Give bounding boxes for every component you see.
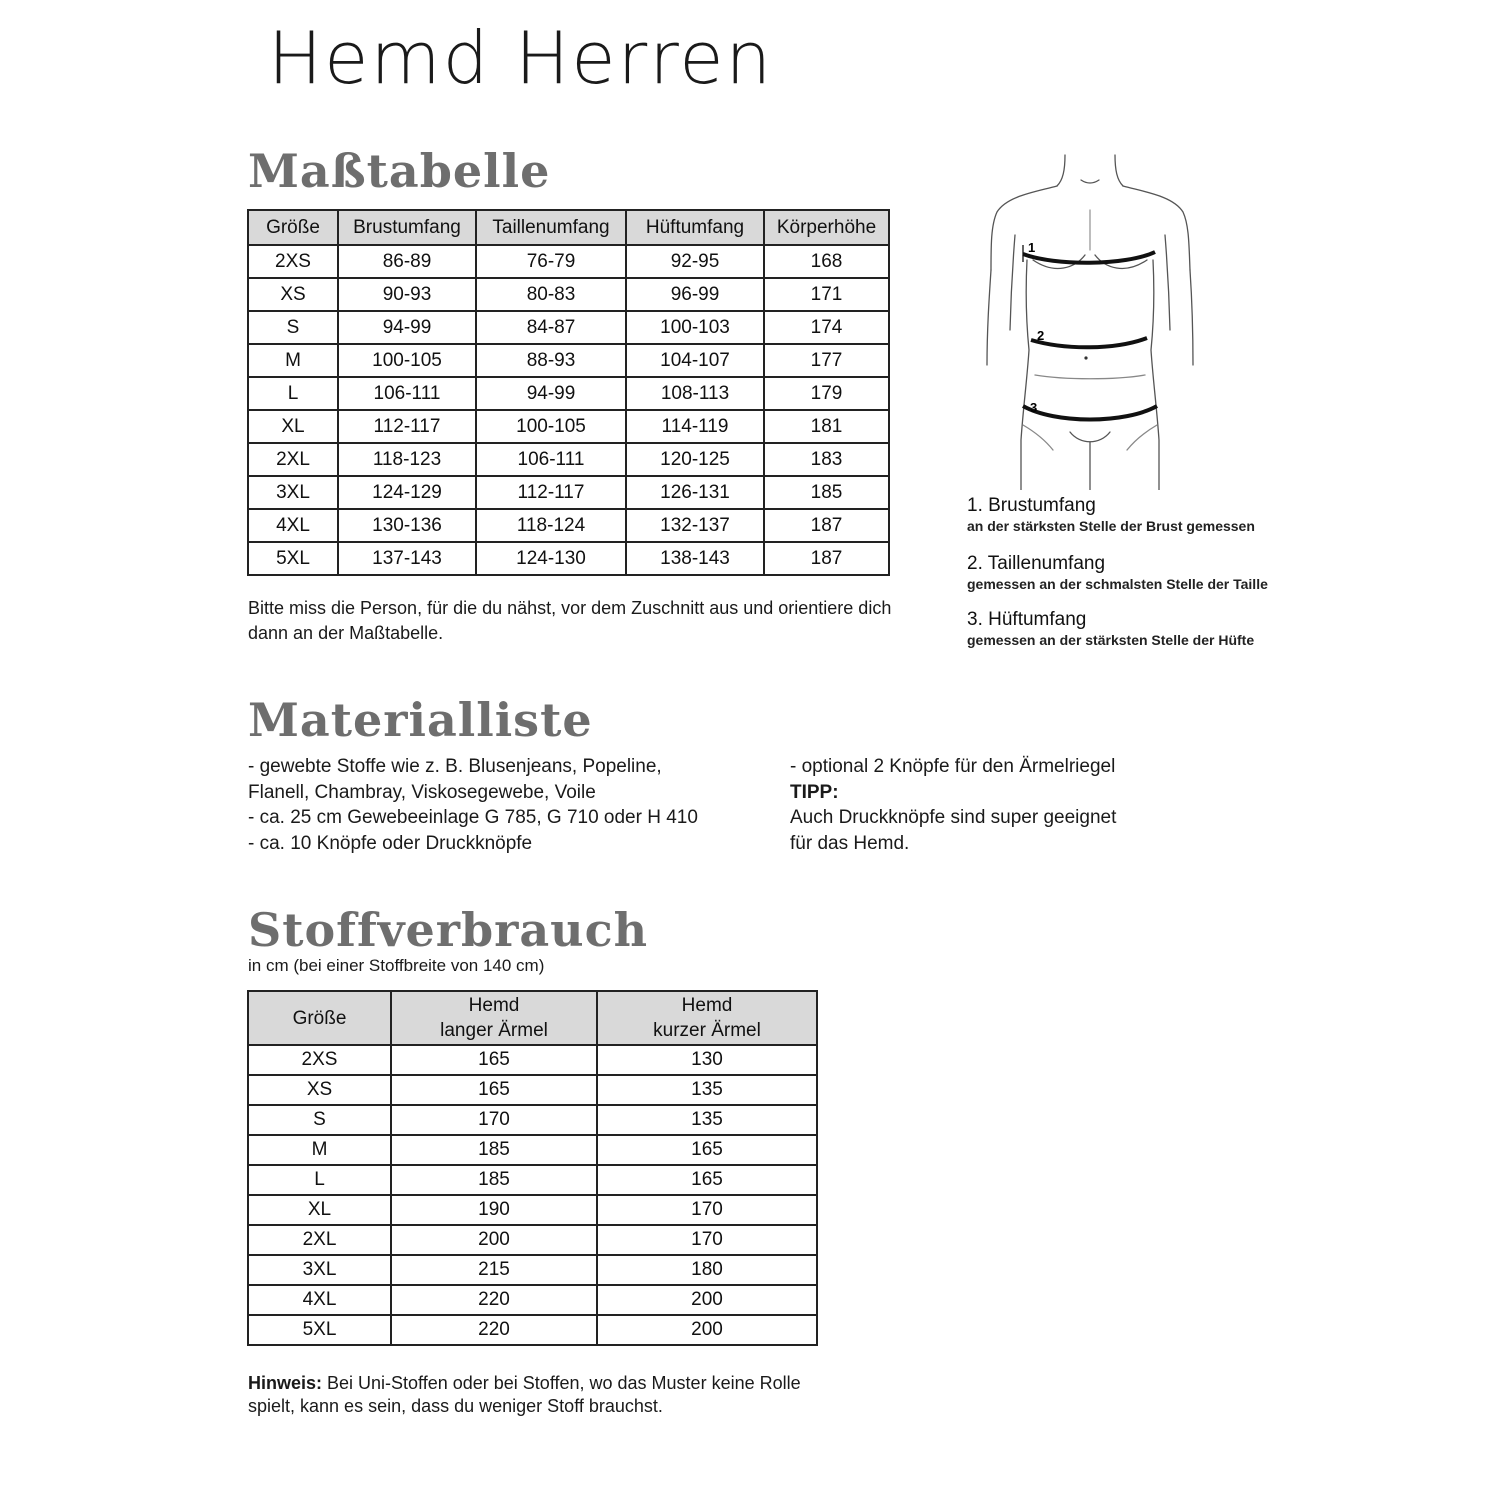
column-header: Größe [248, 210, 338, 245]
table-cell: 168 [764, 245, 889, 278]
table-cell: 220 [391, 1285, 597, 1315]
table-cell: 2XS [248, 1045, 391, 1075]
column-header-line: kurzer Ärmel [653, 1020, 761, 1041]
table-row [248, 1255, 817, 1285]
column-header: Brustumfang [338, 210, 476, 245]
table-row [248, 377, 889, 410]
column-header: Körperhöhe [764, 210, 889, 245]
column-header-label: Größe [292, 1007, 347, 1029]
crotch-line [1070, 432, 1110, 442]
table-cell: 124-129 [338, 476, 476, 509]
size-chart-heading: Maßtabelle [248, 144, 551, 198]
table-cell: 114-119 [626, 410, 764, 443]
fabric-header-row [248, 991, 817, 1045]
hip-left-line [1023, 425, 1053, 450]
table-cell: 185 [391, 1135, 597, 1165]
table-cell: 130-136 [338, 509, 476, 542]
waist-measurement-ring [1031, 338, 1147, 347]
table-row [248, 509, 889, 542]
table-cell: 183 [764, 443, 889, 476]
neck-right-line [1115, 155, 1123, 186]
table-cell: 138-143 [626, 542, 764, 575]
table-row [248, 1225, 817, 1255]
column-header [248, 991, 391, 1045]
table-cell: 108-113 [626, 377, 764, 410]
table-cell: 170 [597, 1195, 817, 1225]
tip-text: für das Hemd. [790, 832, 910, 854]
hint-line: spielt, kann es sein, dass du weniger Stoff brauchst. [248, 1396, 663, 1416]
abdomen-line [1035, 375, 1145, 379]
table-cell: 171 [764, 278, 889, 311]
table-cell: 165 [391, 1045, 597, 1075]
table-row [248, 344, 889, 377]
table-cell: 88-93 [476, 344, 626, 377]
legend-title: 3. Hüftumfang [967, 609, 1087, 630]
table-cell: 126-131 [626, 476, 764, 509]
table-cell: 165 [597, 1165, 817, 1195]
size-chart-table [247, 209, 890, 576]
table-row [248, 476, 889, 509]
table-cell: 174 [764, 311, 889, 344]
marker-waist: 2 [1037, 328, 1045, 343]
hip-right-line [1127, 425, 1157, 450]
column-header-line: langer Ärmel [440, 1020, 548, 1041]
note-line: Bitte miss die Person, für die du nähst, vor dem Zuschnitt aus und orientiere dich [248, 598, 892, 618]
table-cell: 100-103 [626, 311, 764, 344]
table-cell: 3XL [248, 1255, 391, 1285]
table-cell: 106-111 [338, 377, 476, 410]
torso-right-side [1151, 260, 1159, 490]
table-cell: 118-124 [476, 509, 626, 542]
legend-item-chest [967, 495, 1268, 535]
table-cell: 112-117 [476, 476, 626, 509]
table-row [248, 410, 889, 443]
table-cell: 220 [391, 1315, 597, 1345]
table-cell: 130 [597, 1045, 817, 1075]
table-cell: 165 [391, 1075, 597, 1105]
table-cell: 90-93 [338, 278, 476, 311]
chest-measurement-ring [1023, 252, 1155, 263]
right-arm-outer [1190, 270, 1193, 365]
table-cell: 185 [391, 1165, 597, 1195]
table-cell: 4XL [248, 509, 338, 542]
table-row [248, 245, 889, 278]
column-header: Taillenumfang [476, 210, 626, 245]
table-row [248, 278, 889, 311]
table-cell: 181 [764, 410, 889, 443]
table-cell: 112-117 [338, 410, 476, 443]
left-arm-inner [1010, 235, 1015, 330]
legend-item-waist [967, 553, 1268, 593]
table-row [248, 1195, 817, 1225]
table-cell: XS [248, 278, 338, 311]
body-measurement-figure [985, 150, 1200, 490]
size-chart-note [248, 596, 891, 646]
table-row [248, 1165, 817, 1195]
table-cell: 96-99 [626, 278, 764, 311]
column-header [597, 991, 817, 1045]
table-cell: 187 [764, 509, 889, 542]
list-item: Flanell, Chambray, Viskosegewebe, Voile [248, 781, 596, 803]
table-cell: 2XS [248, 245, 338, 278]
left-shoulder-line [991, 186, 1057, 270]
legend-title: 1. Brustumfang [967, 495, 1096, 516]
table-row [248, 1315, 817, 1345]
table-cell: S [248, 311, 338, 344]
tip-text: Auch Druckknöpfe sind super geeignet [790, 807, 1117, 828]
table-cell: 179 [764, 377, 889, 410]
table-cell: 84-87 [476, 311, 626, 344]
column-header-line: Hemd [468, 995, 520, 1016]
fabric-heading: Stoffverbrauch [248, 903, 649, 957]
table-cell: 80-83 [476, 278, 626, 311]
table-cell: 124-130 [476, 542, 626, 575]
table-cell: 104-107 [626, 344, 764, 377]
list-item: - ca. 25 cm Gewebeeinlage G 785, G 710 oder H 410 [248, 807, 698, 828]
table-cell: 120-125 [626, 443, 764, 476]
table-row [248, 1045, 817, 1075]
navel-dot [1084, 356, 1087, 359]
legend-description: gemessen an der schmalsten Stelle der Taille [967, 576, 1268, 592]
table-cell: XS [248, 1075, 391, 1105]
table-cell: 2XL [248, 443, 338, 476]
table-cell: 215 [391, 1255, 597, 1285]
table-cell: 100-105 [476, 410, 626, 443]
list-item: - optional 2 Knöpfe für den Ärmelriegel [790, 756, 1116, 777]
table-row [248, 1285, 817, 1315]
table-cell: 4XL [248, 1285, 391, 1315]
note-line: dann an der Maßtabelle. [248, 623, 444, 643]
table-cell: 170 [597, 1225, 817, 1255]
table-cell: 200 [391, 1225, 597, 1255]
legend-description: an der stärksten Stelle der Brust gemessen [967, 518, 1255, 534]
table-cell: 118-123 [338, 443, 476, 476]
table-row [248, 311, 889, 344]
neck-left-line [1057, 155, 1065, 186]
table-cell: 200 [597, 1315, 817, 1345]
table-cell: 185 [764, 476, 889, 509]
materials-heading: Materialliste [248, 693, 593, 747]
table-cell: 165 [597, 1135, 817, 1165]
table-cell: 3XL [248, 476, 338, 509]
legend-title: 2. Taillenumfang [967, 553, 1106, 574]
table-cell: XL [248, 1195, 391, 1225]
table-cell: 94-99 [476, 377, 626, 410]
table-cell: 170 [391, 1105, 597, 1135]
left-arm-outer [987, 270, 991, 365]
table-cell: L [248, 1165, 391, 1195]
list-item: - ca. 10 Knöpfe oder Druckknöpfe [248, 832, 533, 854]
legend-item-hip [967, 609, 1268, 649]
table-cell: 106-111 [476, 443, 626, 476]
table-cell: M [248, 344, 338, 377]
table-cell: 135 [597, 1075, 817, 1105]
column-header: Hüftumfang [626, 210, 764, 245]
fabric-hint [248, 1372, 801, 1418]
table-cell: 177 [764, 344, 889, 377]
table-cell: 76-79 [476, 245, 626, 278]
column-header-line: Hemd [681, 995, 733, 1016]
fabric-usage-table [247, 990, 818, 1346]
torso-left-side [1021, 260, 1029, 490]
legend-description: gemessen an der stärksten Stelle der Hüfte [967, 632, 1255, 648]
marker-hip: 3 [1030, 400, 1038, 415]
materials-list-right [790, 754, 1116, 856]
table-row [248, 1105, 817, 1135]
table-cell: 190 [391, 1195, 597, 1225]
table-cell: XL [248, 410, 338, 443]
table-cell: 86-89 [338, 245, 476, 278]
table-cell: S [248, 1105, 391, 1135]
table-cell: 92-95 [626, 245, 764, 278]
page-title: Hemd Herren [268, 16, 774, 100]
list-item: - gewebte Stoffe wie z. B. Blusenjeans, Popeline, [248, 756, 662, 777]
hip-measurement-ring [1023, 406, 1157, 420]
table-row [248, 443, 889, 476]
table-cell: 187 [764, 542, 889, 575]
table-cell: 137-143 [338, 542, 476, 575]
tip-label: TIPP: [790, 781, 839, 803]
table-cell: 2XL [248, 1225, 391, 1255]
table-cell: 94-99 [338, 311, 476, 344]
hint-line [248, 1372, 801, 1395]
table-cell: 5XL [248, 1315, 391, 1345]
throat-line [1081, 180, 1099, 183]
table-cell: 180 [597, 1255, 817, 1285]
table-row [248, 1135, 817, 1165]
table-row [248, 1075, 817, 1105]
table-cell: M [248, 1135, 391, 1165]
hint-text: Bei Uni-Stoffen oder bei Stoffen, wo das Muster keine Rolle [322, 1373, 801, 1393]
table-cell: 100-105 [338, 344, 476, 377]
table-cell: 200 [597, 1285, 817, 1315]
column-header [391, 991, 597, 1045]
marker-chest: 1 [1028, 240, 1036, 255]
table-row [248, 542, 889, 575]
table-cell: 5XL [248, 542, 338, 575]
hint-label: Hinweis: [248, 1373, 323, 1393]
right-arm-inner [1165, 235, 1170, 330]
size-chart-header-row [248, 210, 889, 245]
table-cell: L [248, 377, 338, 410]
table-cell: 135 [597, 1105, 817, 1135]
fabric-subheading: in cm (bei einer Stoffbreite von 140 cm) [248, 956, 545, 975]
table-cell: 132-137 [626, 509, 764, 542]
measurement-legend [967, 495, 1268, 649]
materials-list-left [248, 754, 698, 856]
